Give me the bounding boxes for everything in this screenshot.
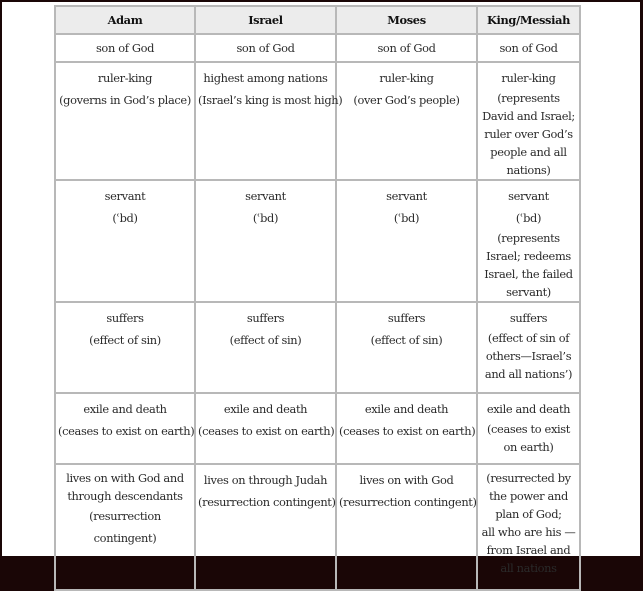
cell — [336, 302, 477, 393]
cell-note: (Israel’s king is most high) — [198, 93, 343, 107]
table-row — [55, 302, 580, 393]
table-row — [55, 62, 580, 180]
cell — [336, 393, 477, 464]
comparison-table-wrapper — [54, 5, 579, 591]
cell-note: (over God’s people) — [353, 93, 460, 107]
cell-text: exile and death — [223, 402, 308, 416]
cell — [195, 302, 336, 393]
cell-text: suffers — [106, 311, 144, 325]
cell-note: (represents Israel; redeems Israel, the failed servant) — [484, 231, 573, 299]
cell-text: lives on through Judah — [203, 473, 328, 487]
cell — [195, 62, 343, 180]
cell-note: (ʿbd) — [393, 211, 420, 225]
cell — [477, 62, 580, 180]
cell — [55, 34, 195, 62]
cell-note: (ceases to exist on earth) — [198, 424, 335, 438]
cell-note: (resurrection contingent) — [89, 509, 161, 545]
cell — [477, 180, 580, 302]
cell-text: son of God — [377, 41, 436, 55]
table-row — [55, 180, 580, 302]
cell-text: son of God — [499, 41, 558, 55]
cell-text: ruler-king — [501, 71, 556, 85]
header-king-messiah: King/Messiah — [477, 6, 580, 34]
table-row — [55, 393, 580, 464]
table-row — [55, 34, 580, 62]
cell-note: (resurrection contingent) — [339, 495, 477, 509]
cell — [477, 393, 580, 464]
cell-note: (ʿbd) — [515, 211, 542, 225]
cell-note: (ceases to exist on earth) — [339, 424, 476, 438]
cell — [477, 34, 580, 62]
cell — [195, 393, 336, 464]
cell-note: (resurrection contingent) — [198, 495, 336, 509]
cell-text: suffers — [509, 311, 548, 325]
header-israel: Israel — [195, 6, 336, 34]
cell-note: (effect of sin of others—Israel’s and all nations’) — [484, 331, 573, 381]
cell-text: exile and death — [83, 402, 167, 416]
cell-text: servant — [386, 189, 427, 203]
header-adam: Adam — [55, 6, 195, 34]
cell-note: (effect of sin) — [229, 333, 302, 347]
cell-note: (ʿbd) — [252, 211, 279, 225]
cell-note: (effect of sin) — [89, 333, 161, 347]
cell-text: suffers — [387, 311, 426, 325]
cell-note: (governs in God’s place) — [59, 93, 191, 107]
cell — [336, 34, 477, 62]
cell-text: servant — [245, 189, 286, 203]
cell-note: (ceases to exist on earth) — [486, 422, 571, 454]
cell — [477, 302, 580, 393]
cell — [55, 302, 195, 393]
cell — [55, 464, 195, 590]
cell-text: servant — [104, 189, 146, 203]
cell-note: (effect of sin) — [370, 333, 443, 347]
cell-text: lives on with God and through descendants — [66, 471, 184, 503]
cell-text: highest among nations — [203, 71, 328, 85]
cell — [195, 34, 336, 62]
cell — [55, 180, 195, 302]
header-row — [55, 6, 580, 34]
cell-text: exile and death — [364, 402, 449, 416]
cell — [195, 180, 336, 302]
cell-text: son of God — [95, 41, 155, 55]
cell-text: ruler-king — [97, 71, 153, 85]
cell-note: all who are his —from Israel and all nations — [481, 525, 576, 575]
cell-text: (resurrected by the power and plan of God; — [486, 471, 571, 521]
cell — [55, 393, 195, 464]
cell-text: son of God — [236, 41, 295, 55]
cell-text: servant — [508, 189, 549, 203]
cell — [336, 180, 477, 302]
cell-text: suffers — [246, 311, 285, 325]
cell-text: exile and death — [486, 402, 571, 416]
cell — [477, 464, 580, 590]
cell-text: lives on with God — [359, 473, 454, 487]
header-moses: Moses — [336, 6, 477, 34]
table-row — [55, 464, 580, 590]
cell-note: (represents David and Israel; ruler over God’s people and all nations) — [482, 91, 575, 177]
cell — [336, 62, 477, 180]
cell-text: ruler-king — [379, 71, 434, 85]
cell-note: (ceases to exist on earth) — [58, 424, 195, 438]
cell — [195, 464, 336, 590]
comparison-table — [54, 5, 581, 591]
cell-note: (ʿbd) — [112, 211, 138, 225]
document-page — [2, 2, 640, 575]
cell — [55, 62, 195, 180]
cell — [336, 464, 477, 590]
